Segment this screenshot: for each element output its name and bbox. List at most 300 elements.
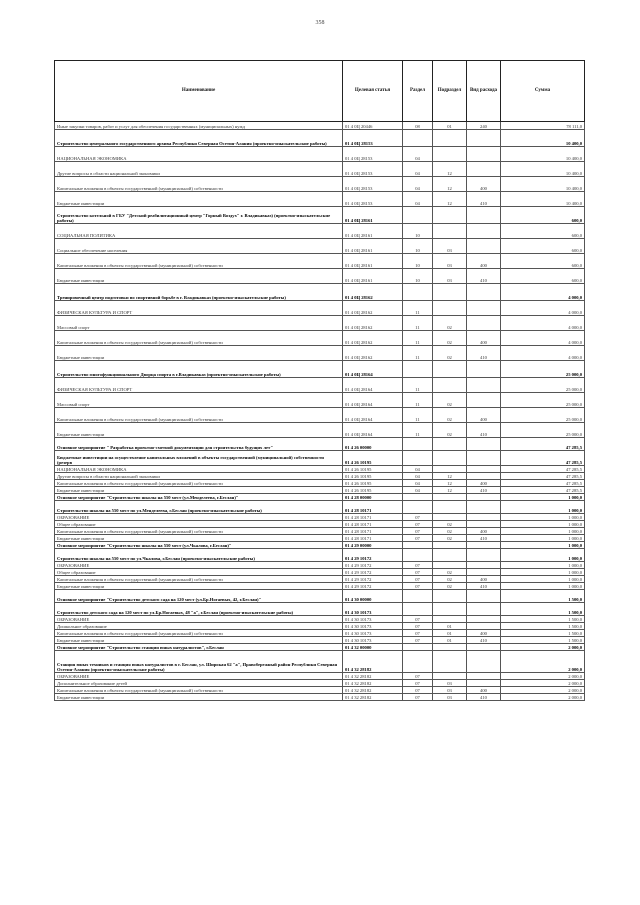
table-row: [55, 361, 585, 378]
cell-code: 01 4 0Ц 28153: [343, 162, 403, 177]
cell-subsection: [433, 301, 467, 316]
cell-subsection: 12: [433, 473, 467, 480]
cell-subsection: 12: [433, 177, 467, 192]
cell-amount: 1 500,0: [501, 630, 585, 637]
cell-code: 01 4 0Ц 28153: [343, 192, 403, 207]
cell-type: [467, 494, 501, 501]
table-row: [55, 542, 585, 549]
cell-code: 01 4 26 10195: [343, 480, 403, 487]
table-row: [55, 480, 585, 487]
table-row: [55, 269, 585, 284]
cell-subsection: 02: [433, 535, 467, 542]
table-row: [55, 254, 585, 269]
cell-code: 01 4 30 10173: [343, 630, 403, 637]
cell-type: [467, 316, 501, 331]
cell-name: Строительство котельной в ГБУ "Детский реабилитационный центр "Горный Воздух" г. Владикавказ) (проектно-изыскательские работы): [55, 207, 343, 224]
cell-subsection: [433, 130, 467, 147]
cell-subsection: [433, 501, 467, 514]
cell-section: [403, 590, 433, 603]
table-row: [55, 239, 585, 254]
cell-type: 410: [467, 192, 501, 207]
cell-section: [403, 494, 433, 501]
cell-code: 01 4 26 10195: [343, 473, 403, 480]
table-row: [55, 316, 585, 331]
cell-subsection: 03: [433, 680, 467, 687]
cell-amount: 1 000,0: [501, 514, 585, 521]
cell-section: 07: [403, 583, 433, 590]
cell-subsection: 02: [433, 331, 467, 346]
cell-subsection: 01: [433, 623, 467, 630]
table-row: [55, 651, 585, 673]
cell-code: 01 4 0Ц 28162: [343, 284, 403, 301]
table-row: [55, 177, 585, 192]
cell-section: [403, 501, 433, 514]
cell-amount: 1 000,0: [501, 576, 585, 583]
cell-name: Дополнительное образование детей: [55, 680, 343, 687]
cell-type: [467, 673, 501, 680]
cell-code: 01 4 0Ц 28161: [343, 207, 403, 224]
cell-subsection: [433, 438, 467, 451]
cell-amount: 1 500,0: [501, 623, 585, 630]
cell-subsection: [433, 590, 467, 603]
cell-name: Другие вопросы в области национальной экономики: [55, 162, 343, 177]
cell-section: [403, 130, 433, 147]
table-row: [55, 603, 585, 616]
cell-subsection: [433, 673, 467, 680]
cell-name: СОЦИАЛЬНАЯ ПОЛИТИКА: [55, 224, 343, 239]
cell-type: [467, 466, 501, 473]
cell-subsection: 02: [433, 521, 467, 528]
cell-code: 01 4 32 28182: [343, 687, 403, 694]
cell-amount: 78 111,0: [501, 122, 585, 130]
cell-code: 01 4 32 28182: [343, 680, 403, 687]
cell-code: 01 4 0Ц 28164: [343, 408, 403, 423]
cell-subsection: [433, 644, 467, 651]
cell-amount: 1 000,0: [501, 501, 585, 514]
cell-code: 01 4 26 00000: [343, 438, 403, 451]
cell-type: 410: [467, 637, 501, 644]
cell-section: 07: [403, 687, 433, 694]
cell-code: 01 4 0Ц 28153: [343, 177, 403, 192]
cell-name: Бюджетные инвестиции: [55, 346, 343, 361]
cell-code: 01 4 0Ц 28164: [343, 423, 403, 438]
cell-section: 11: [403, 346, 433, 361]
cell-name: Другие вопросы в области национальной экономики: [55, 473, 343, 480]
cell-code: 01 4 26 10195: [343, 466, 403, 473]
cell-section: 04: [403, 147, 433, 162]
cell-subsection: 01: [433, 637, 467, 644]
cell-name: Тренировочный центр подготовки по спортивной борьбе в г. Владикавказ (проектно-изыскательские работы): [55, 284, 343, 301]
cell-amount: 2 000,0: [501, 694, 585, 701]
cell-name: ОБРАЗОВАНИЕ: [55, 562, 343, 569]
cell-subsection: 02: [433, 393, 467, 408]
cell-name: Капитальные вложения в объекты государственной (муниципальной) собственности: [55, 528, 343, 535]
table-row: [55, 408, 585, 423]
cell-code: 01 4 28 10171: [343, 521, 403, 528]
cell-subsection: [433, 651, 467, 673]
table-row: [55, 346, 585, 361]
table-row: [55, 576, 585, 583]
cell-subsection: 12: [433, 480, 467, 487]
cell-type: [467, 542, 501, 549]
cell-amount: 47 285,5: [501, 451, 585, 466]
cell-name: Иные закупки товаров, работ и услуг для обеспечения государственных (муниципальных) нужд: [55, 122, 343, 130]
cell-amount: 47 285,5: [501, 473, 585, 480]
cell-section: 07: [403, 637, 433, 644]
cell-type: [467, 378, 501, 393]
page-number: 358: [315, 20, 325, 26]
cell-subsection: 03: [433, 687, 467, 694]
cell-type: [467, 284, 501, 301]
cell-name: Капитальные вложения в объекты государственной (муниципальной) собственности: [55, 331, 343, 346]
cell-code: 01 4 30 10173: [343, 623, 403, 630]
cell-code: 01 4 29 10172: [343, 583, 403, 590]
cell-subsection: 02: [433, 528, 467, 535]
cell-name: Основное мероприятие "Строительство детского сада на 120 мест (ул.Бр.Ногаевых, 42, г.Беслан)": [55, 590, 343, 603]
header-name: Наименование: [55, 61, 343, 122]
cell-amount: 47 285,5: [501, 480, 585, 487]
cell-amount: 10 400,0: [501, 177, 585, 192]
cell-name: Массовый спорт: [55, 316, 343, 331]
cell-type: [467, 521, 501, 528]
cell-code: 01 4 32 28182: [343, 651, 403, 673]
cell-code: 01 4 28 10171: [343, 501, 403, 514]
cell-amount: 1 500,0: [501, 616, 585, 623]
cell-code: 01 4 30 10173: [343, 603, 403, 616]
cell-name: ФИЗИЧЕСКАЯ КУЛЬТУРА И СПОРТ: [55, 301, 343, 316]
cell-amount: 1 000,0: [501, 542, 585, 549]
cell-section: [403, 542, 433, 549]
cell-name: Капитальные вложения в объекты государственной (муниципальной) собственности: [55, 177, 343, 192]
cell-name: Капитальные вложения в объекты государственной (муниципальной) собственности: [55, 254, 343, 269]
cell-section: [403, 651, 433, 673]
cell-amount: 4 000,0: [501, 316, 585, 331]
cell-name: Основное мероприятие "Строительство станции юных натуралистов", г.Беслан: [55, 644, 343, 651]
cell-name: НАЦИОНАЛЬНАЯ ЭКОНОМИКА: [55, 466, 343, 473]
cell-subsection: 02: [433, 423, 467, 438]
cell-name: Бюджетные инвестиции на осуществление капитальных вложений в объекты государственной (муниципальной) собственности (резерв: [55, 451, 343, 466]
cell-name: Основное мероприятие "Строительство школы на 550 мест (ул.Менделеева, г.Беслан)": [55, 494, 343, 501]
cell-subsection: 12: [433, 162, 467, 177]
cell-name: Строительство центрального государственного архива Республики Северная Осетия-Алания (проектно-изыскательские работы): [55, 130, 343, 147]
cell-amount: 47 285,5: [501, 487, 585, 494]
cell-amount: 4 000,0: [501, 331, 585, 346]
cell-subsection: 01: [433, 122, 467, 130]
cell-type: [467, 514, 501, 521]
cell-amount: 4 000,0: [501, 346, 585, 361]
cell-section: 07: [403, 576, 433, 583]
cell-section: 07: [403, 562, 433, 569]
cell-section: 10: [403, 224, 433, 239]
cell-amount: 25 000,0: [501, 408, 585, 423]
cell-type: [467, 569, 501, 576]
cell-code: 01 4 0Ц 28161: [343, 239, 403, 254]
cell-type: 400: [467, 408, 501, 423]
table-row: [55, 514, 585, 521]
cell-section: 04: [403, 192, 433, 207]
table-row: [55, 694, 585, 701]
cell-name: Бюджетные инвестиции: [55, 487, 343, 494]
cell-type: [467, 147, 501, 162]
cell-amount: 2 000,0: [501, 687, 585, 694]
cell-subsection: 12: [433, 192, 467, 207]
cell-type: 400: [467, 480, 501, 487]
table-row: [55, 521, 585, 528]
cell-subsection: [433, 616, 467, 623]
cell-name: Капитальные вложения в объекты государственной (муниципальной) собственности: [55, 408, 343, 423]
cell-section: 11: [403, 393, 433, 408]
table-row: [55, 207, 585, 224]
table-row: [55, 378, 585, 393]
cell-section: 11: [403, 316, 433, 331]
cell-code: 01 4 26 10195: [343, 451, 403, 466]
cell-type: [467, 590, 501, 603]
cell-amount: 600,0: [501, 207, 585, 224]
cell-amount: 10 400,0: [501, 147, 585, 162]
table-row: [55, 487, 585, 494]
cell-section: 10: [403, 269, 433, 284]
table-row: [55, 224, 585, 239]
cell-amount: 4 000,0: [501, 284, 585, 301]
cell-name: Капитальные вложения в объекты государственной (муниципальной) собственности: [55, 630, 343, 637]
cell-code: 01 4 0Ц 28164: [343, 361, 403, 378]
cell-subsection: 02: [433, 569, 467, 576]
table-row: [55, 549, 585, 562]
cell-code: 01 4 0Ц 28164: [343, 393, 403, 408]
cell-type: [467, 393, 501, 408]
table-row: [55, 687, 585, 694]
cell-name: Дошкольное образование: [55, 623, 343, 630]
cell-subsection: [433, 514, 467, 521]
cell-subsection: [433, 361, 467, 378]
cell-type: [467, 651, 501, 673]
cell-section: 07: [403, 528, 433, 535]
cell-subsection: 02: [433, 316, 467, 331]
cell-section: 07: [403, 694, 433, 701]
cell-name: Бюджетные инвестиции: [55, 269, 343, 284]
cell-subsection: [433, 147, 467, 162]
cell-subsection: [433, 603, 467, 616]
table-row: [55, 535, 585, 542]
cell-amount: 1 000,0: [501, 583, 585, 590]
cell-type: 410: [467, 583, 501, 590]
cell-type: 400: [467, 687, 501, 694]
cell-section: 11: [403, 301, 433, 316]
cell-subsection: 02: [433, 346, 467, 361]
table-row: [55, 331, 585, 346]
cell-code: 01 4 0Ц 28153: [343, 130, 403, 147]
cell-code: 01 4 0Ц 20446: [343, 122, 403, 130]
table-row: [55, 623, 585, 630]
table-row: [55, 673, 585, 680]
cell-subsection: 03: [433, 254, 467, 269]
cell-subsection: [433, 224, 467, 239]
cell-code: 01 4 32 00000: [343, 644, 403, 651]
cell-code: 01 4 30 10173: [343, 637, 403, 644]
cell-code: 01 4 0Ц 28153: [343, 147, 403, 162]
cell-subsection: [433, 549, 467, 562]
cell-section: 04: [403, 480, 433, 487]
cell-code: 01 4 0Ц 28161: [343, 269, 403, 284]
cell-name: Бюджетные инвестиции: [55, 192, 343, 207]
cell-code: 01 4 28 10171: [343, 535, 403, 542]
cell-type: 400: [467, 528, 501, 535]
cell-amount: 25 000,0: [501, 393, 585, 408]
cell-amount: 1 500,0: [501, 590, 585, 603]
cell-amount: 47 285,5: [501, 466, 585, 473]
cell-amount: 1 000,0: [501, 521, 585, 528]
table-row: [55, 473, 585, 480]
cell-amount: 600,0: [501, 254, 585, 269]
cell-type: [467, 207, 501, 224]
table-row: [55, 583, 585, 590]
cell-section: 04: [403, 466, 433, 473]
cell-amount: 10 400,0: [501, 162, 585, 177]
cell-section: 07: [403, 630, 433, 637]
cell-type: [467, 603, 501, 616]
cell-code: 01 4 28 10171: [343, 514, 403, 521]
cell-name: Общее образование: [55, 569, 343, 576]
cell-name: Бюджетные инвестиции: [55, 583, 343, 590]
cell-section: 07: [403, 680, 433, 687]
table-row: [55, 451, 585, 466]
cell-code: 01 4 28 00000: [343, 494, 403, 501]
cell-subsection: [433, 466, 467, 473]
header-code: Целевая статья: [343, 61, 403, 122]
cell-code: 01 4 0Ц 28162: [343, 301, 403, 316]
table-row: [55, 284, 585, 301]
cell-section: 07: [403, 673, 433, 680]
cell-subsection: [433, 542, 467, 549]
cell-name: Основное мероприятие "Строительство школы на 550 мест (ул.Чкалова, г.Беслан)": [55, 542, 343, 549]
cell-code: 01 4 32 28182: [343, 673, 403, 680]
cell-subsection: [433, 207, 467, 224]
cell-code: 01 4 0Ц 28162: [343, 316, 403, 331]
cell-code: 01 4 29 00000: [343, 542, 403, 549]
cell-subsection: 03: [433, 694, 467, 701]
cell-code: 01 4 29 10172: [343, 569, 403, 576]
table-row: [55, 423, 585, 438]
cell-section: 07: [403, 521, 433, 528]
cell-name: Строительство школы на 550 мест по ул.Чкалова, г.Беслан (проектно-изыскательские работы): [55, 549, 343, 562]
cell-subsection: 03: [433, 269, 467, 284]
cell-section: 08: [403, 122, 433, 130]
cell-name: Строительство многофункционального Дворца спорта в г.Владикавказ (проектно-изыскательские работы): [55, 361, 343, 378]
cell-type: [467, 361, 501, 378]
cell-name: ОБРАЗОВАНИЕ: [55, 673, 343, 680]
cell-type: [467, 451, 501, 466]
cell-section: [403, 603, 433, 616]
cell-code: 01 4 0Ц 28162: [343, 331, 403, 346]
cell-amount: 1 500,0: [501, 637, 585, 644]
cell-code: 01 4 29 10172: [343, 562, 403, 569]
cell-code: 01 4 26 10195: [343, 487, 403, 494]
cell-section: [403, 644, 433, 651]
header-amount: Сумма: [501, 61, 585, 122]
cell-type: 410: [467, 535, 501, 542]
cell-name: Основное мероприятие " Разработка проектно-сметной документации для строительства будущих лет": [55, 438, 343, 451]
cell-type: [467, 224, 501, 239]
cell-code: 01 4 0Ц 28161: [343, 254, 403, 269]
cell-subsection: [433, 562, 467, 569]
table-row: [55, 147, 585, 162]
cell-type: [467, 549, 501, 562]
cell-type: [467, 501, 501, 514]
cell-name: ОБРАЗОВАНИЕ: [55, 616, 343, 623]
cell-amount: 25 000,0: [501, 423, 585, 438]
header-type: Вид расхода: [467, 61, 501, 122]
header-section: Раздел: [403, 61, 433, 122]
table-row: [55, 393, 585, 408]
cell-section: 10: [403, 239, 433, 254]
cell-name: Бюджетные инвестиции: [55, 535, 343, 542]
cell-section: 07: [403, 569, 433, 576]
cell-name: Бюджетные инвестиции: [55, 423, 343, 438]
cell-type: 400: [467, 576, 501, 583]
cell-amount: 600,0: [501, 224, 585, 239]
cell-section: [403, 361, 433, 378]
cell-section: 07: [403, 535, 433, 542]
cell-section: 10: [403, 254, 433, 269]
cell-type: 400: [467, 254, 501, 269]
cell-section: 11: [403, 378, 433, 393]
cell-section: 11: [403, 408, 433, 423]
cell-section: 04: [403, 177, 433, 192]
table-row: [55, 680, 585, 687]
cell-name: ОБРАЗОВАНИЕ: [55, 514, 343, 521]
cell-code: 01 4 28 10171: [343, 528, 403, 535]
header-row: [55, 61, 585, 122]
cell-section: [403, 438, 433, 451]
table-row: [55, 637, 585, 644]
cell-section: 04: [403, 487, 433, 494]
cell-type: [467, 162, 501, 177]
cell-amount: 10 400,0: [501, 192, 585, 207]
cell-code: 01 4 29 10172: [343, 549, 403, 562]
cell-code: 01 4 32 28182: [343, 694, 403, 701]
cell-section: 07: [403, 623, 433, 630]
cell-type: 410: [467, 346, 501, 361]
cell-subsection: [433, 494, 467, 501]
cell-amount: 2 000,0: [501, 651, 585, 673]
cell-subsection: 12: [433, 487, 467, 494]
cell-code: 01 4 0Ц 28162: [343, 346, 403, 361]
cell-type: [467, 473, 501, 480]
cell-subsection: 02: [433, 408, 467, 423]
cell-amount: 1 500,0: [501, 603, 585, 616]
cell-name: Станция юных техников и станция юных натуралистов в г. Беслан, ул. Широкая 62 "а", Правобережный район Республики Северная Осетия-Алания (проектно-изыскательские работы): [55, 651, 343, 673]
cell-amount: 600,0: [501, 269, 585, 284]
cell-section: 04: [403, 473, 433, 480]
cell-code: 01 4 0Ц 28161: [343, 224, 403, 239]
cell-amount: 2 000,0: [501, 644, 585, 651]
cell-subsection: 01: [433, 630, 467, 637]
cell-type: [467, 239, 501, 254]
cell-type: [467, 562, 501, 569]
table-row: [55, 528, 585, 535]
cell-name: Бюджетные инвестиции: [55, 637, 343, 644]
cell-amount: 1 000,0: [501, 569, 585, 576]
cell-name: Бюджетные инвестиции: [55, 694, 343, 701]
table-row: [55, 122, 585, 130]
cell-name: Строительство детского сада на 120 мест по ул.Бр.Ногаевых, 48 "а", г.Беслан (проектно-изыскательские работы): [55, 603, 343, 616]
cell-subsection: [433, 451, 467, 466]
cell-amount: 1 000,0: [501, 549, 585, 562]
table-row: [55, 562, 585, 569]
cell-code: 01 4 30 00000: [343, 590, 403, 603]
cell-subsection: 03: [433, 239, 467, 254]
cell-amount: 1 000,0: [501, 535, 585, 542]
